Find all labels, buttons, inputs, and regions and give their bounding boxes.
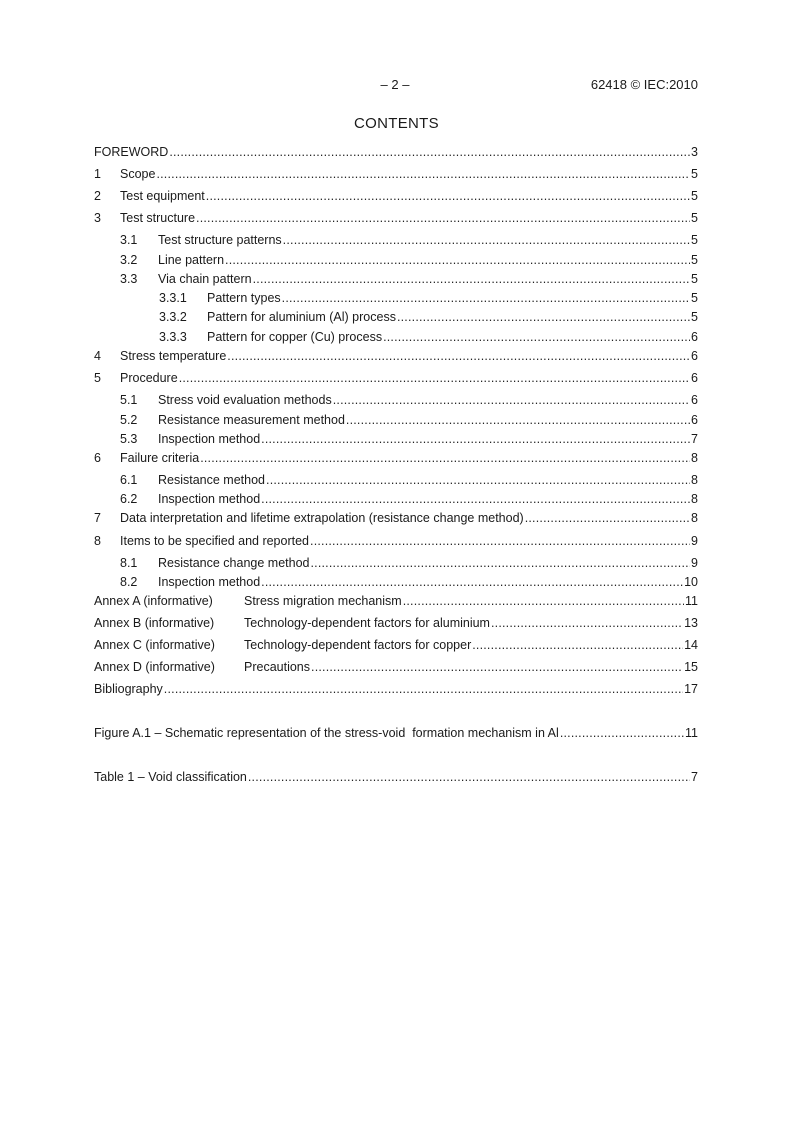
toc-entry-3-3-3[interactable] <box>159 330 698 350</box>
toc-entry-text: Resistance measurement method <box>158 413 345 427</box>
toc-entry-number: 6 <box>94 451 101 465</box>
dot-leader <box>266 473 690 487</box>
dot-leader <box>261 492 690 506</box>
table-entry-text: Table 1 – Void classification <box>94 770 247 784</box>
toc-entry-4[interactable] <box>94 349 698 369</box>
toc-entry-page: 3 <box>691 145 698 159</box>
toc-entry-number: 3 <box>94 211 101 225</box>
dot-leader <box>206 189 690 203</box>
toc-entry-text: Procedure <box>120 371 178 385</box>
dot-leader <box>333 393 690 407</box>
toc-entry-text: Technology-dependent factors for aluminium <box>244 616 490 630</box>
toc-entry-3-3-2[interactable] <box>159 310 698 330</box>
figure-entry-a1[interactable] <box>94 726 698 746</box>
toc-entry-number: Annex A (informative) <box>94 594 213 608</box>
toc-entry-number: 8.1 <box>120 556 138 570</box>
toc-entry-page: 6 <box>691 413 698 427</box>
toc-entry-5-2[interactable] <box>120 413 698 433</box>
toc-entry-text: Inspection method <box>158 492 261 506</box>
toc-entry-page: 9 <box>691 534 698 548</box>
dot-leader <box>310 534 690 548</box>
toc-entry-number: 2 <box>94 189 101 203</box>
toc-entry-1[interactable] <box>94 167 698 187</box>
toc-entry-text: Pattern for aluminium (Al) process <box>207 310 396 324</box>
dot-leader <box>227 349 690 363</box>
toc-entry-page: 7 <box>691 432 698 446</box>
dot-leader <box>525 511 690 525</box>
toc-entry-page: 5 <box>691 167 698 181</box>
toc-entry-page: 13 <box>684 616 698 630</box>
toc-entry-number: Annex C (informative) <box>94 638 215 652</box>
toc-entry-8[interactable] <box>94 534 698 554</box>
dot-leader <box>261 432 690 446</box>
toc-entry-number: 3.1 <box>120 233 138 247</box>
toc-entry-3-3[interactable] <box>120 272 698 292</box>
toc-entry-text: Line pattern <box>158 253 225 267</box>
toc-entry-6[interactable] <box>94 451 698 471</box>
dot-leader <box>169 145 690 159</box>
toc-entry-page: 5 <box>691 253 698 267</box>
toc-entry-text: Via chain pattern <box>158 272 252 286</box>
toc-entry-text: Pattern for copper (Cu) process <box>207 330 383 344</box>
toc-entry-text: Inspection method <box>158 575 261 589</box>
dot-leader <box>179 371 690 385</box>
toc-entry-text: Inspection method <box>158 432 261 446</box>
toc-entry-number: 3.3.1 <box>159 291 187 305</box>
toc-entry-8-1[interactable] <box>120 556 698 576</box>
toc-entry-page: 5 <box>691 310 698 324</box>
toc-entry-number: 5.1 <box>120 393 138 407</box>
toc-entry-text: Test equipment <box>120 189 205 203</box>
toc-entry-7[interactable] <box>94 511 698 531</box>
dot-leader <box>472 638 683 652</box>
toc-entry-text: Test structure patterns <box>158 233 282 247</box>
toc-entry-page: 5 <box>691 233 698 247</box>
toc-entry-number: 8 <box>94 534 101 548</box>
dot-leader <box>283 233 690 247</box>
toc-entry-text: Resistance method <box>158 473 266 487</box>
toc-entry-number: 7 <box>94 511 101 525</box>
toc-entry-page: 14 <box>684 638 698 652</box>
dot-leader <box>311 660 683 674</box>
toc-entry-page: 11 <box>685 594 698 608</box>
toc-entry-page: 8 <box>691 451 698 465</box>
toc-entry-6-2[interactable] <box>120 492 698 512</box>
toc-entry-number: 5.3 <box>120 432 138 446</box>
toc-entry-text: Failure criteria <box>120 451 200 465</box>
toc-entry-text: Data interpretation and lifetime extrapolation (resistance change method) <box>120 511 524 525</box>
toc-entry-text: Stress void evaluation methods <box>158 393 332 407</box>
toc-entry-number: Annex B (informative) <box>94 616 215 630</box>
toc-entry-5-1[interactable] <box>120 393 698 413</box>
dot-leader <box>491 616 683 630</box>
page-title: CONTENTS <box>354 115 439 132</box>
toc-entry-3-3-1[interactable] <box>159 291 698 311</box>
toc-entry-page: 5 <box>691 189 698 203</box>
toc-entry-annex-d[interactable] <box>94 660 698 680</box>
toc-entry-8-2[interactable] <box>120 575 698 595</box>
dot-leader <box>383 330 690 344</box>
dot-leader <box>403 594 684 608</box>
toc-entry-page: 5 <box>691 272 698 286</box>
toc-entry-page: 10 <box>684 575 698 589</box>
toc-entry-5[interactable] <box>94 371 698 391</box>
dot-leader <box>164 682 683 696</box>
dot-leader <box>225 253 690 267</box>
dot-leader <box>196 211 690 225</box>
dot-leader <box>261 575 683 589</box>
dot-leader <box>248 770 690 784</box>
toc-entry-text: Resistance change method <box>158 556 310 570</box>
toc-entry-text: Scope <box>120 167 156 181</box>
toc-entry-3-2[interactable] <box>120 253 698 273</box>
toc-entry-number: 6.1 <box>120 473 138 487</box>
toc-entry-page: 6 <box>691 371 698 385</box>
toc-entry-foreword[interactable] <box>94 145 698 165</box>
toc-entry-page: 17 <box>684 682 698 696</box>
dot-leader <box>156 167 690 181</box>
toc-entry-page: 15 <box>684 660 698 674</box>
toc-entry-page: 8 <box>691 473 698 487</box>
standard-reference: 62418 © IEC:2010 <box>590 77 698 92</box>
table-entry-page: 7 <box>691 770 698 784</box>
toc-entry-number: 6.2 <box>120 492 138 506</box>
toc-entry-number: 4 <box>94 349 101 363</box>
figure-entry-page: 11 <box>685 726 698 740</box>
toc-entry-text: Bibliography <box>94 682 163 696</box>
dot-leader <box>200 451 690 465</box>
toc-entry-annex-c[interactable] <box>94 638 698 658</box>
toc-entry-page: 8 <box>691 492 698 506</box>
toc-entry-page: 6 <box>691 393 698 407</box>
toc-entry-page: 9 <box>691 556 698 570</box>
toc-entry-number: 3.3.3 <box>159 330 187 344</box>
page-number: – 2 – <box>380 77 410 92</box>
toc-entry-number: 5.2 <box>120 413 138 427</box>
toc-entry-5-3[interactable] <box>120 432 698 452</box>
toc-entry-annex-a[interactable] <box>94 594 698 614</box>
dot-leader <box>397 310 690 324</box>
dot-leader <box>346 413 690 427</box>
toc-entry-number: 3.3 <box>120 272 138 286</box>
toc-entry-number: 1 <box>94 167 101 181</box>
toc-entry-text: FOREWORD <box>94 145 169 159</box>
table-entry-1[interactable] <box>94 770 698 790</box>
toc-entry-number: 5 <box>94 371 101 385</box>
toc-entry-text: Stress temperature <box>120 349 227 363</box>
toc-entry-page: 6 <box>691 349 698 363</box>
toc-entry-text: Stress migration mechanism <box>244 594 402 608</box>
toc-entry-number: 3.2 <box>120 253 138 267</box>
toc-entry-2[interactable] <box>94 189 698 209</box>
toc-entry-page: 5 <box>691 291 698 305</box>
toc-entry-page: 5 <box>691 211 698 225</box>
toc-entry-page: 6 <box>691 330 698 344</box>
dot-leader <box>253 272 690 286</box>
dot-leader <box>310 556 690 570</box>
toc-entry-3[interactable] <box>94 211 698 231</box>
toc-entry-number: 3.3.2 <box>159 310 187 324</box>
toc-entry-3-1[interactable] <box>120 233 698 253</box>
toc-entry-text: Pattern types <box>207 291 281 305</box>
dot-leader <box>560 726 684 740</box>
toc-entry-6-1[interactable] <box>120 473 698 493</box>
toc-entry-text: Precautions <box>244 660 311 674</box>
toc-entry-annex-b[interactable] <box>94 616 698 636</box>
toc-entry-bibliography[interactable] <box>94 682 698 702</box>
dot-leader <box>282 291 690 305</box>
toc-entry-text: Test structure <box>120 211 196 225</box>
toc-entry-number: 8.2 <box>120 575 138 589</box>
toc-entry-text: Technology-dependent factors for copper <box>244 638 472 652</box>
figure-entry-text: Figure A.1 – Schematic representation of the stress-void formation mechanism in Al <box>94 726 559 740</box>
toc-entry-number: Annex D (informative) <box>94 660 215 674</box>
toc-entry-page: 8 <box>691 511 698 525</box>
toc-entry-text: Items to be specified and reported <box>120 534 310 548</box>
